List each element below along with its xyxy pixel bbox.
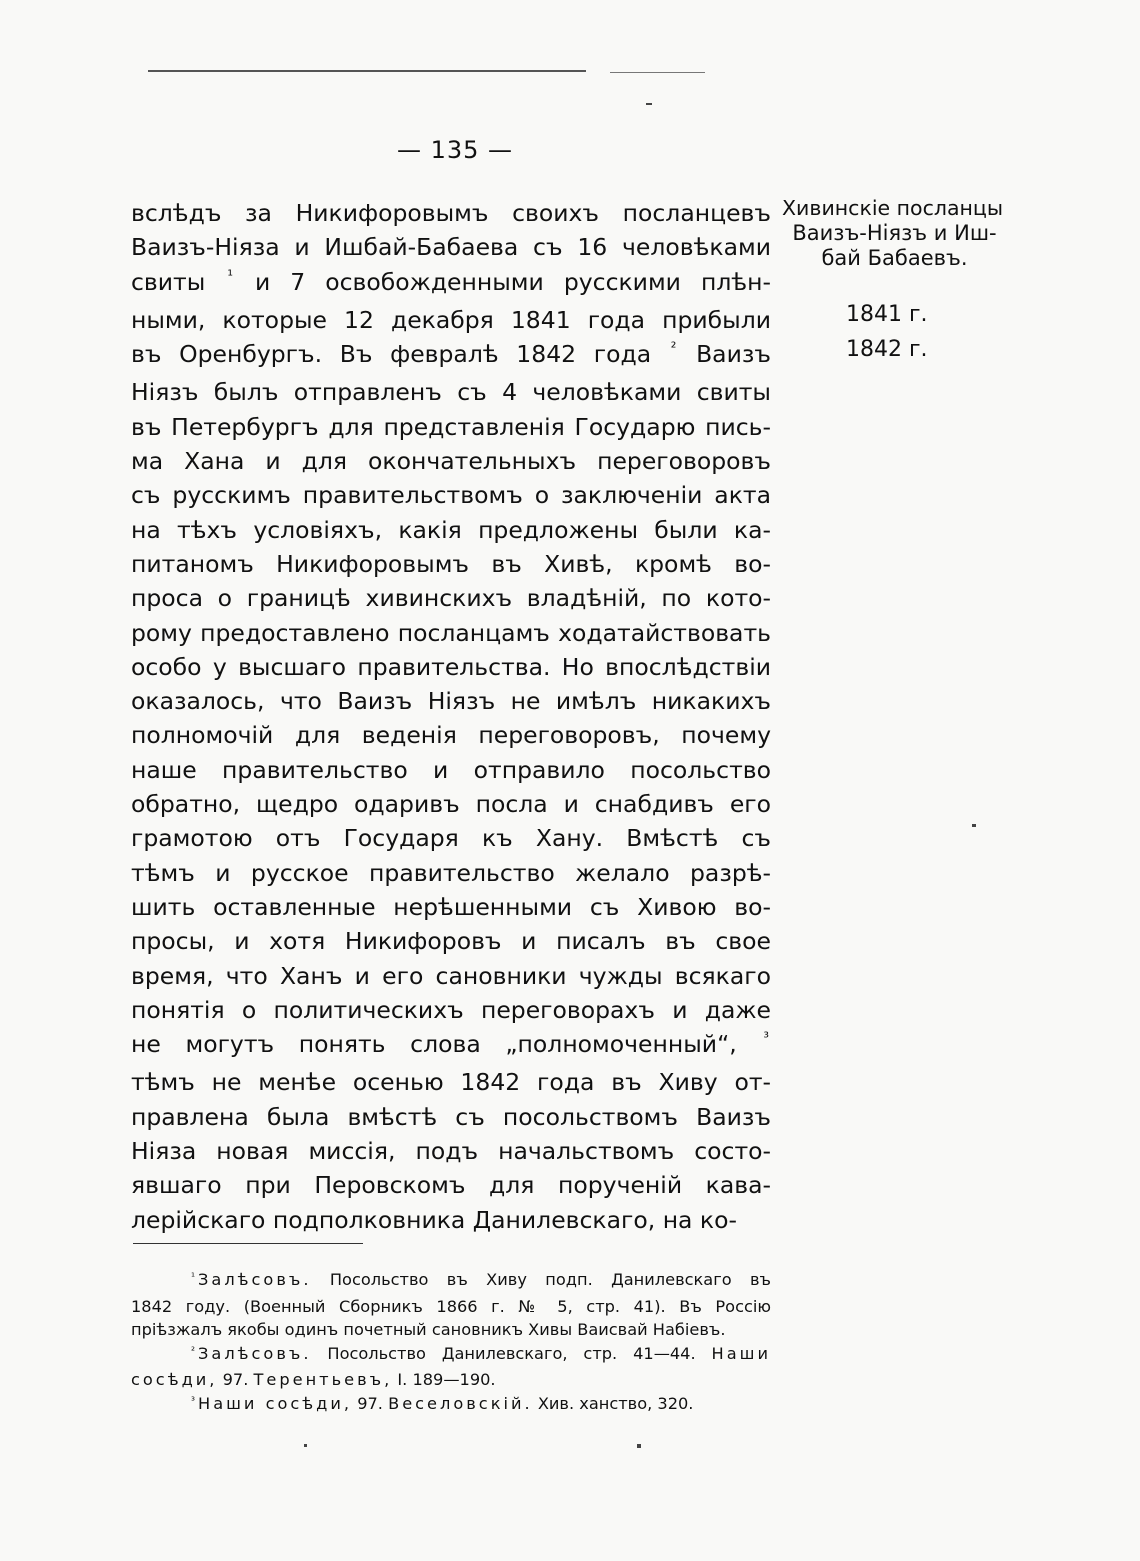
footnote-2-line	[131, 1342, 771, 1369]
footnote-1-line: прiѣзжалъ якобы одинъ почетный сановникъ Хивы Ваисвай Набiевъ.	[131, 1320, 726, 1339]
footnote-text: 97.	[222, 1370, 249, 1389]
text-fragment: не могутъ понять слова „полномоченный“,	[131, 1030, 737, 1059]
footnote-author: Веселовскiй.	[388, 1393, 533, 1413]
text-line: наше правительство и отправило посольство	[131, 755, 771, 784]
text-fragment: Ваизъ	[696, 340, 771, 369]
footnote-author: Залѣсовъ.	[198, 1343, 312, 1363]
text-line: рому предоставлено посланцамъ ходатайствовать	[131, 618, 771, 647]
text-line: въ Петербургъ для представленiя Государю пись-	[131, 412, 771, 441]
footnote-ref-3[interactable]: ³	[763, 1030, 769, 1047]
footnote-ref-2[interactable]: ²	[670, 340, 677, 357]
margin-year-1842: 1842 г.	[846, 337, 928, 362]
text-line: лерiйскаго подполковника Данилевскаго, на ко-	[131, 1205, 737, 1234]
footnote-source: Наши	[711, 1343, 771, 1363]
footnote-3-line	[131, 1392, 771, 1419]
text-line	[131, 1027, 771, 1065]
text-fragment: свиты	[131, 267, 206, 296]
footnote-author: Терентьевъ,	[253, 1370, 393, 1389]
text-line: съ русскимъ правительствомъ о заключенiи акта	[131, 481, 771, 510]
text-line: понятiя о политическихъ переговорахъ и даже	[131, 995, 771, 1024]
text-line: явшаго при Перовскомъ для порученiй кава-	[131, 1171, 771, 1200]
text-line: вслѣдъ за Никифоровымъ своихъ посланцевъ	[131, 199, 771, 227]
footnote-author: Залѣсовъ.	[198, 1270, 312, 1289]
margin-year-1841: 1841 г.	[846, 302, 928, 327]
footnote-2-line	[131, 1368, 771, 1392]
text-fragment: въ Оренбургъ. Въ февралѣ 1842 года	[131, 340, 652, 369]
text-line: проса о границѣ хивинскихъ владѣнiй, по кото-	[131, 584, 771, 613]
text-line	[131, 265, 771, 303]
footnote-text: Хив. ханство, 320.	[537, 1393, 694, 1413]
main-text	[131, 196, 771, 1237]
text-line: полномочiй для веденiя переговоровъ, почему	[131, 721, 771, 750]
text-line	[131, 337, 771, 375]
footnotes	[131, 1268, 771, 1418]
top-edge-rule	[148, 70, 586, 72]
text-line: правлена была вмѣстѣ съ посольствомъ Ваизъ	[131, 1102, 771, 1131]
footnote-separator	[133, 1243, 363, 1244]
margin-note-line: Хивинскiе посланцы	[782, 196, 1004, 220]
text-line: ными, которые 12 декабря 1841 года прибыли	[131, 305, 771, 334]
text-line: на тѣхъ условiяхъ, какiя предложены были ка-	[131, 515, 771, 544]
text-line: питаномъ Никифоровымъ въ Хивѣ, кромѣ во-	[131, 549, 771, 578]
footnote-source: сосѣди,	[131, 1370, 218, 1389]
footnote-text: Посольство въ Хиву подп. Данилевскаго въ	[329, 1270, 771, 1289]
text-line: Нiязъ былъ отправленъ съ 4 человѣками свиты	[131, 378, 771, 407]
margin-note	[782, 196, 1007, 271]
footnote-ref-1[interactable]: ¹	[227, 267, 233, 284]
text-line: шить оставленные нерѣшенными съ Хивою во-	[131, 892, 771, 921]
text-line: ма Хана и для окончательныхъ переговоровъ	[131, 447, 771, 476]
text-line: тѣмъ не менѣе осенью 1842 года въ Хиву от-	[131, 1068, 771, 1097]
speck-mark	[646, 103, 652, 105]
footnote-mark: ³	[191, 1395, 196, 1407]
text-line: особо у высшаго правительства. Но впослѣдствiи	[131, 652, 771, 681]
text-line: просы, и хотя Никифоровъ и писалъ въ свое	[131, 927, 771, 956]
footnote-1-line	[131, 1268, 771, 1295]
text-line: тѣмъ и русское правительство желало разрѣ-	[131, 858, 771, 887]
text-line: Нiяза новая миссiя, подъ начальствомъ состо-	[131, 1137, 771, 1166]
text-line: обратно, щедро одаривъ посла и снабдивъ его	[131, 790, 771, 819]
speck-mark	[972, 824, 976, 827]
speck-mark	[637, 1444, 641, 1448]
margin-note-line: Ваизъ-Нiязъ и Иш-	[792, 221, 997, 245]
text-line: Ваизъ-Нiяза и Ишбай-Бабаева съ 16 человѣками	[131, 233, 771, 262]
page-number: — 135 —	[396, 136, 514, 164]
margin-note-line: бай Бабаевъ.	[821, 246, 968, 270]
footnote-source: Наши сосѣди,	[198, 1393, 353, 1413]
top-edge-rule-short	[610, 72, 705, 73]
footnote-text: Посольство Данилевскаго, стр. 41—44.	[327, 1343, 696, 1363]
text-line: грамотою отъ Государя къ Хану. Вмѣстѣ съ	[131, 824, 771, 853]
footnote-mark: ²	[191, 1345, 196, 1357]
text-line: оказалось, что Ваизъ Нiязъ не имѣлъ никакихъ	[131, 687, 771, 716]
footnote-text: 97.	[357, 1393, 383, 1413]
footnote-text: I. 189—190.	[397, 1370, 496, 1389]
text-line: время, что Ханъ и его сановники чужды всякаго	[131, 961, 771, 990]
text-fragment: и 7 освобожденными русскими плѣн-	[254, 267, 771, 296]
footnote-mark: ¹	[191, 1272, 196, 1283]
speck-mark	[304, 1444, 307, 1447]
footnote-1-line: 1842 году. (Военный Сборникъ 1866 г. № 5, стр. 41). Въ Россiю	[131, 1296, 771, 1316]
